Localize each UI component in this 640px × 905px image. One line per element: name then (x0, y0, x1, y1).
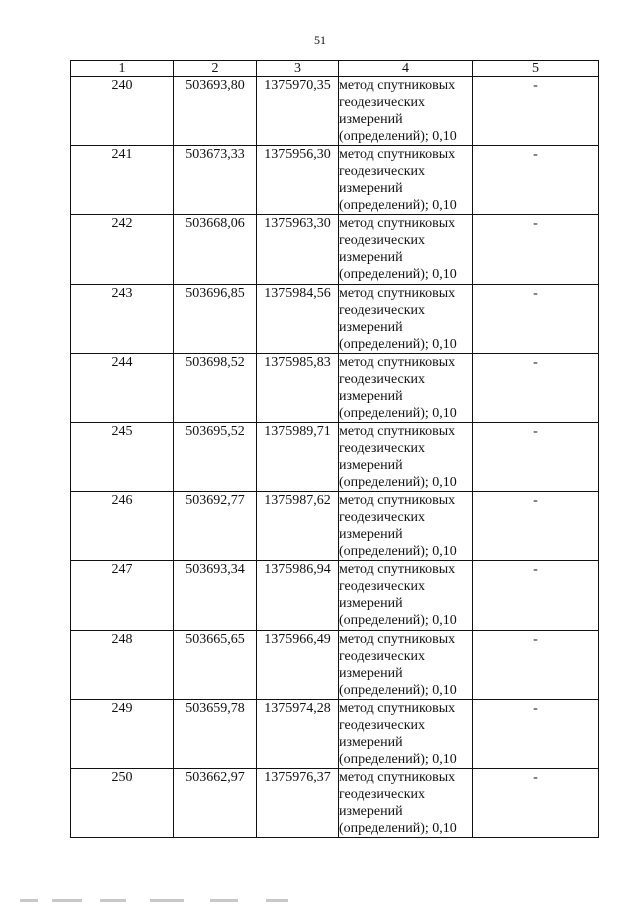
column-header-4: 4 (339, 61, 473, 77)
point-number-cell: 243 (71, 284, 174, 353)
method-line: измерений (339, 803, 403, 819)
method-line: геодезических (339, 440, 426, 456)
x-coordinate-cell: 503668,06 (174, 215, 257, 284)
method-cell (339, 284, 473, 353)
point-number-cell: 250 (71, 768, 174, 837)
method-line: метод спутниковых (339, 700, 456, 716)
x-coordinate-cell: 503693,34 (174, 561, 257, 630)
y-coordinate-cell: 1375985,83 (257, 353, 339, 422)
method-line: измерений (339, 734, 403, 750)
table-row (71, 353, 599, 422)
method-line: (определений); 0,10 (339, 405, 457, 421)
method-cell (339, 353, 473, 422)
point-number-cell: 240 (71, 77, 174, 146)
method-line: (определений); 0,10 (339, 751, 457, 767)
method-line: геодезических (339, 95, 426, 110)
method-line: геодезических (339, 164, 426, 180)
point-number-cell: 247 (71, 561, 174, 630)
method-line: геодезических (339, 786, 426, 802)
page-number: 51 (314, 33, 326, 47)
method-line: метод спутниковых (339, 216, 456, 232)
y-coordinate-cell: 1375976,37 (257, 768, 339, 837)
point-number-cell: 242 (71, 215, 174, 284)
x-coordinate-cell: 503673,33 (174, 146, 257, 215)
method-cell (339, 630, 473, 699)
method-line: (определений); 0,10 (339, 544, 457, 560)
table-row (71, 422, 599, 491)
method-cell (339, 768, 473, 837)
column-header-3: 3 (257, 61, 339, 77)
table-row (71, 77, 599, 146)
y-coordinate-cell: 1375986,94 (257, 561, 339, 630)
method-line: измерений (339, 112, 403, 127)
method-line: метод спутниковых (339, 354, 456, 370)
point-number-cell: 244 (71, 353, 174, 422)
y-coordinate-cell: 1375966,49 (257, 630, 339, 699)
x-coordinate-cell: 503696,85 (174, 284, 257, 353)
method-line: метод спутниковых (339, 631, 456, 647)
x-coordinate-cell: 503698,52 (174, 353, 257, 422)
method-line: измерений (339, 596, 403, 612)
table-row (71, 630, 599, 699)
description-cell: - (473, 630, 599, 699)
y-coordinate-cell: 1375970,35 (257, 77, 339, 146)
method-line: (определений); 0,10 (339, 198, 457, 214)
column-header-2: 2 (174, 61, 257, 77)
method-cell (339, 422, 473, 491)
method-cell (339, 77, 473, 146)
x-coordinate-cell: 503695,52 (174, 422, 257, 491)
method-line: геодезических (339, 371, 426, 387)
method-line: метод спутниковых (339, 285, 456, 301)
table-row (71, 699, 599, 768)
method-line: измерений (339, 457, 403, 473)
method-line: измерений (339, 250, 403, 266)
method-line: геодезических (339, 302, 426, 318)
table-row (71, 561, 599, 630)
table-header-row (71, 61, 599, 77)
x-coordinate-cell: 503665,65 (174, 630, 257, 699)
column-header-1: 1 (71, 61, 174, 77)
description-cell: - (473, 561, 599, 630)
method-line: измерений (339, 527, 403, 543)
point-number-cell: 248 (71, 630, 174, 699)
description-cell: - (473, 768, 599, 837)
method-line: геодезических (339, 233, 426, 249)
method-line: метод спутниковых (339, 769, 456, 785)
method-line: измерений (339, 388, 403, 404)
x-coordinate-cell: 503662,97 (174, 768, 257, 837)
description-cell: - (473, 492, 599, 561)
y-coordinate-cell: 1375963,30 (257, 215, 339, 284)
description-cell: - (473, 284, 599, 353)
coordinates-table (70, 60, 599, 838)
y-coordinate-cell: 1375987,62 (257, 492, 339, 561)
y-coordinate-cell: 1375956,30 (257, 146, 339, 215)
description-cell: - (473, 146, 599, 215)
method-line: измерений (339, 181, 403, 197)
description-cell: - (473, 699, 599, 768)
point-number-cell: 249 (71, 699, 174, 768)
method-line: метод спутниковых (339, 562, 456, 578)
method-line: геодезических (339, 717, 426, 733)
description-cell: - (473, 77, 599, 146)
method-line: (определений); 0,10 (339, 129, 457, 144)
column-header-5: 5 (473, 61, 599, 77)
method-line: геодезических (339, 648, 426, 664)
method-cell (339, 146, 473, 215)
table-row (71, 215, 599, 284)
method-cell (339, 699, 473, 768)
description-cell: - (473, 353, 599, 422)
method-line: метод спутниковых (339, 423, 456, 439)
point-number-cell: 246 (71, 492, 174, 561)
method-line: (определений); 0,10 (339, 267, 457, 283)
x-coordinate-cell: 503659,78 (174, 699, 257, 768)
method-line: (определений); 0,10 (339, 613, 457, 629)
method-cell (339, 215, 473, 284)
x-coordinate-cell: 503693,80 (174, 77, 257, 146)
method-line: метод спутниковых (339, 493, 456, 509)
method-line: (определений); 0,10 (339, 474, 457, 490)
x-coordinate-cell: 503692,77 (174, 492, 257, 561)
y-coordinate-cell: 1375984,56 (257, 284, 339, 353)
table-row (71, 492, 599, 561)
method-line: (определений); 0,10 (339, 682, 457, 698)
description-cell: - (473, 422, 599, 491)
table-row (71, 768, 599, 837)
scan-edge-artifact (20, 893, 620, 905)
method-line: измерений (339, 665, 403, 681)
table-row (71, 146, 599, 215)
table-row (71, 284, 599, 353)
method-line: геодезических (339, 510, 426, 526)
method-cell (339, 561, 473, 630)
method-line: (определений); 0,10 (339, 336, 457, 352)
point-number-cell: 245 (71, 422, 174, 491)
y-coordinate-cell: 1375989,71 (257, 422, 339, 491)
point-number-cell: 241 (71, 146, 174, 215)
method-line: (определений); 0,10 (339, 820, 457, 836)
method-cell (339, 492, 473, 561)
method-line: геодезических (339, 579, 426, 595)
method-line: метод спутниковых (339, 78, 456, 93)
description-cell: - (473, 215, 599, 284)
method-line: измерений (339, 319, 403, 335)
y-coordinate-cell: 1375974,28 (257, 699, 339, 768)
method-line: метод спутниковых (339, 147, 456, 163)
